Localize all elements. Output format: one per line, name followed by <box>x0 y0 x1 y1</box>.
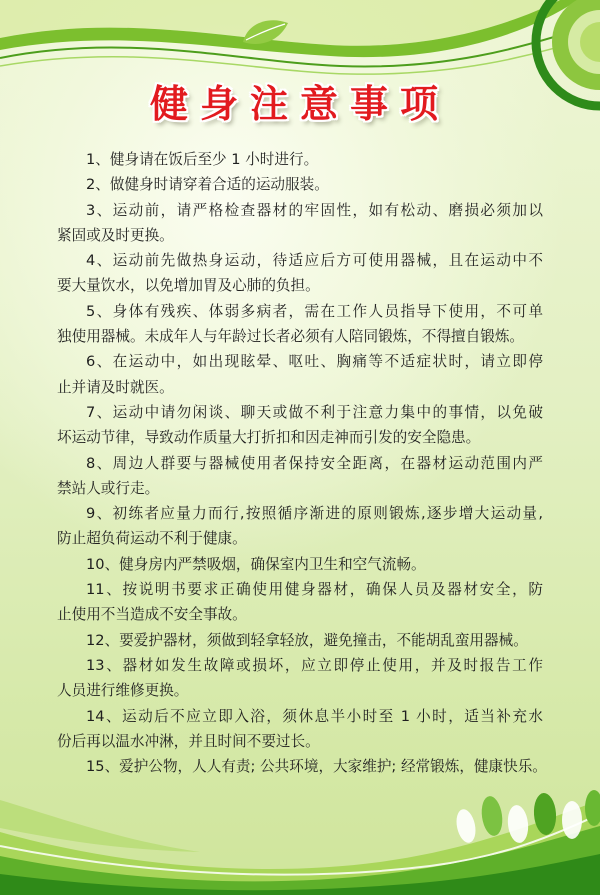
bottom-wave-decoration <box>0 770 600 895</box>
rule-line: 5、身体有残疾、体弱多病者，需在工作人员指导下使用，不可单 <box>86 302 543 320</box>
rule-item <box>57 628 543 653</box>
rule-line: 2、做健身时请穿着合适的运动服装。 <box>86 176 329 194</box>
rule-line: 10、健身房内严禁吸烟，确保室内卫生和空气流畅。 <box>86 555 426 573</box>
rule-line: 防止超负荷运动不利于健康。 <box>57 530 247 548</box>
rule-line: 12、要爱护器材，须做到轻拿轻放，避免撞击，不能胡乱蛮用器械。 <box>86 631 528 649</box>
rule-line: 1、健身请在饭后至少 1 小时进行。 <box>86 151 319 168</box>
rule-line: 14、运动后不应立即入浴，须休息半小时至 1 小时，适当补充水 <box>86 707 543 725</box>
rule-item <box>57 349 543 400</box>
rule-line: 止使用不当造成不安全事故。 <box>57 606 247 624</box>
rule-line: 9、初练者应量力而行,按照循序渐进的原则锻炼,逐步增大运动量, <box>86 505 543 523</box>
rule-item <box>57 299 543 350</box>
rule-line: 止并请及时就医。 <box>57 378 174 396</box>
rule-line: 7、运动中请勿闲谈、聊天或做不利于注意力集中的事情，以免破 <box>86 403 543 421</box>
rule-line: 人员进行维修更换。 <box>57 682 189 700</box>
poster-title: 健身注意事项 <box>149 81 450 126</box>
rule-item <box>57 248 543 299</box>
rule-line: 6、在运动中，如出现眩晕、呕吐、胸痛等不适症状时，请立即停 <box>86 353 543 371</box>
rule-item <box>57 172 543 197</box>
rule-line: 紧固或及时更换。 <box>57 226 174 244</box>
rule-line: 坏运动节律，导致动作质量大打折扣和因走神而引发的安全隐患。 <box>57 429 481 447</box>
rule-item <box>57 552 543 577</box>
rule-line: 要大量饮水，以免增加胃及心肺的负担。 <box>57 277 320 295</box>
rule-item <box>57 501 543 552</box>
rule-line: 4、运动前先做热身运动，待适应后方可使用器械，且在运动中不 <box>86 252 543 270</box>
rule-line: 13、器材如发生故障或损坏，应立即停止使用，并及时报告工作 <box>86 656 543 674</box>
rule-item <box>57 198 543 249</box>
rule-line: 3、运动前，请严格检查器材的牢固性，如有松动、磨损必须加以 <box>86 201 543 219</box>
rule-item <box>57 400 543 451</box>
rule-item <box>57 147 543 172</box>
rule-item <box>57 653 543 704</box>
rule-line: 11、按说明书要求正确使用健身器材，确保人员及器材安全，防 <box>86 581 543 599</box>
rule-line: 份后再以温水冲淋，并且时间不要过长。 <box>57 732 320 750</box>
rule-line: 8、周边人群要与器械使用者保持安全距离，在器材运动范围内严 <box>86 454 543 472</box>
rule-line: 15、爱护公物，人人有责; 公共环境，大家维护; 经常锻炼，健康快乐。 <box>86 758 547 776</box>
rules-list <box>57 147 547 779</box>
rule-item <box>57 451 543 502</box>
rule-item <box>57 704 543 755</box>
rule-line: 独使用器械。未成年人与年龄过长者必须有人陪同锻炼，不得擅自锻炼。 <box>57 328 525 346</box>
rule-line: 禁站人或行走。 <box>57 479 160 497</box>
rule-item <box>57 577 543 628</box>
